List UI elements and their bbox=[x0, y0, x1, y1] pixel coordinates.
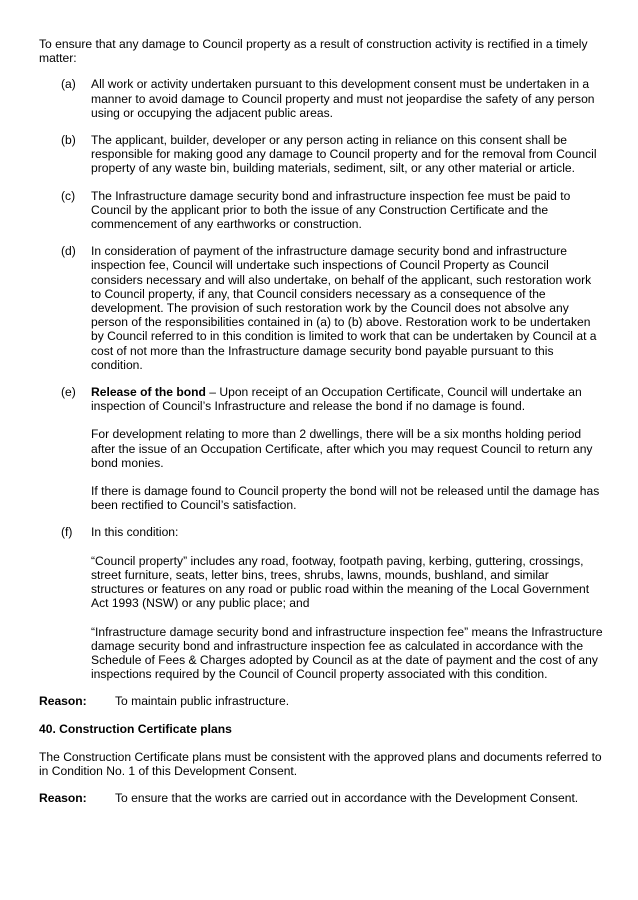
section-paragraph: The Construction Certificate plans must be consistent with the approved plans and documents referred to in Condition No. 1 of this Development Consent. bbox=[39, 749, 602, 778]
clause-paragraph: For development relating to more than 2 dwellings, there will be a six months holding period after the issue of an Occupation Certificate, after which you may request Council to return any bond monies. bbox=[91, 427, 593, 470]
clause-text bbox=[91, 385, 603, 413]
bond-fee-definition: “Infrastructure damage security bond and infrastructure inspection fee” means the Infrastructure damage security bond and infrastructure inspection fee as calculated in accordance with the Schedule of Fees & Charges adopted by Council as at the date of payment and the cost of any inspections required by the Council of Council property associated with this condition. bbox=[91, 624, 603, 682]
clause-text: In consideration of payment of the infrastructure damage security bond and infrastructure inspection fee, Council will undertake such inspections of Council Property as Council considers necessary and will also undertake, on behalf of the applicant, such restoration work to Council property, if any, that Council considers necessary as a consequence of the development. The provision of such restoration work by the Council does not absolve any person of the responsibilities contained in (a) to (b) above. Restoration work to be undertaken by Council referred to in this condition is limited to work that can be undertaken by Council at a cost of not more than the Infrastructure damage security bond payable pursuant to this condition. bbox=[91, 244, 597, 372]
clause-label: (b) bbox=[61, 133, 76, 148]
reason-label: Reason: bbox=[39, 694, 87, 709]
reason-row bbox=[39, 694, 603, 708]
reason-text: To maintain public infrastructure. bbox=[115, 694, 290, 709]
clause-text: All work or activity undertaken pursuant to this development consent must be undertaken in a manner to avoid damage to Council property and must not jeopardise the safety of any person using or occupying the adjacent public areas. bbox=[91, 77, 595, 120]
clause-a bbox=[39, 77, 603, 120]
clause-body bbox=[91, 385, 603, 512]
clause-label: (a) bbox=[61, 77, 76, 92]
clause-b bbox=[39, 133, 603, 176]
clause-text: In this condition: bbox=[91, 525, 179, 540]
clause-c bbox=[39, 189, 603, 232]
clause-body bbox=[91, 189, 603, 232]
clause-body bbox=[91, 77, 603, 120]
clause-e bbox=[39, 385, 603, 512]
clause-body bbox=[91, 244, 603, 372]
intro-paragraph: To ensure that any damage to Council property as a result of construction activity is rectified in a timely matter: bbox=[39, 37, 588, 66]
clause-body bbox=[91, 133, 603, 176]
release-of-bond-heading: Release of the bond bbox=[91, 385, 206, 400]
council-property-definition: “Council property” includes any road, footway, footpath paving, kerbing, guttering, crossings, street furniture, seats, letter bins, trees, shrubs, lawns, mounds, bushland, and similar structures or features on any road or public road within the meaning of the Local Government Act 1993 (NSW) or any public place; and bbox=[91, 553, 590, 611]
clause-f bbox=[39, 525, 603, 681]
clause-label: (f) bbox=[61, 525, 73, 540]
clause-d bbox=[39, 244, 603, 372]
clause-label: (c) bbox=[61, 188, 76, 203]
section-heading: 40. Construction Certificate plans bbox=[39, 721, 232, 736]
clause-label: (d) bbox=[61, 244, 76, 259]
clause-label: (e) bbox=[61, 385, 76, 400]
clause-body bbox=[91, 525, 603, 681]
clause-text: The applicant, builder, developer or any person acting in reliance on this consent shall be responsible for making good any damage to Council property and for the removal from Council property of any waste bin, building materials, sediment, silt, or any other material or article. bbox=[91, 133, 597, 176]
reason-label: Reason: bbox=[39, 791, 87, 806]
release-of-bond-text: – Upon receipt of an Occupation Certificate, Council will undertake an inspection of Council’s Infrastructure and release the bond if no damage is found. bbox=[91, 385, 582, 414]
reason-text: To ensure that the works are carried out in accordance with the Development Consent. bbox=[115, 791, 579, 806]
reason-row bbox=[39, 791, 603, 805]
clause-paragraph: If there is damage found to Council property the bond will not be released until the damage has been rectified to Council’s satisfaction. bbox=[91, 484, 600, 513]
document-page bbox=[39, 37, 603, 818]
clause-text: The Infrastructure damage security bond and infrastructure inspection fee must be paid to Council by the applicant prior to both the issue of any Construction Certificate and the commencement of any earthworks or construction. bbox=[91, 188, 571, 232]
